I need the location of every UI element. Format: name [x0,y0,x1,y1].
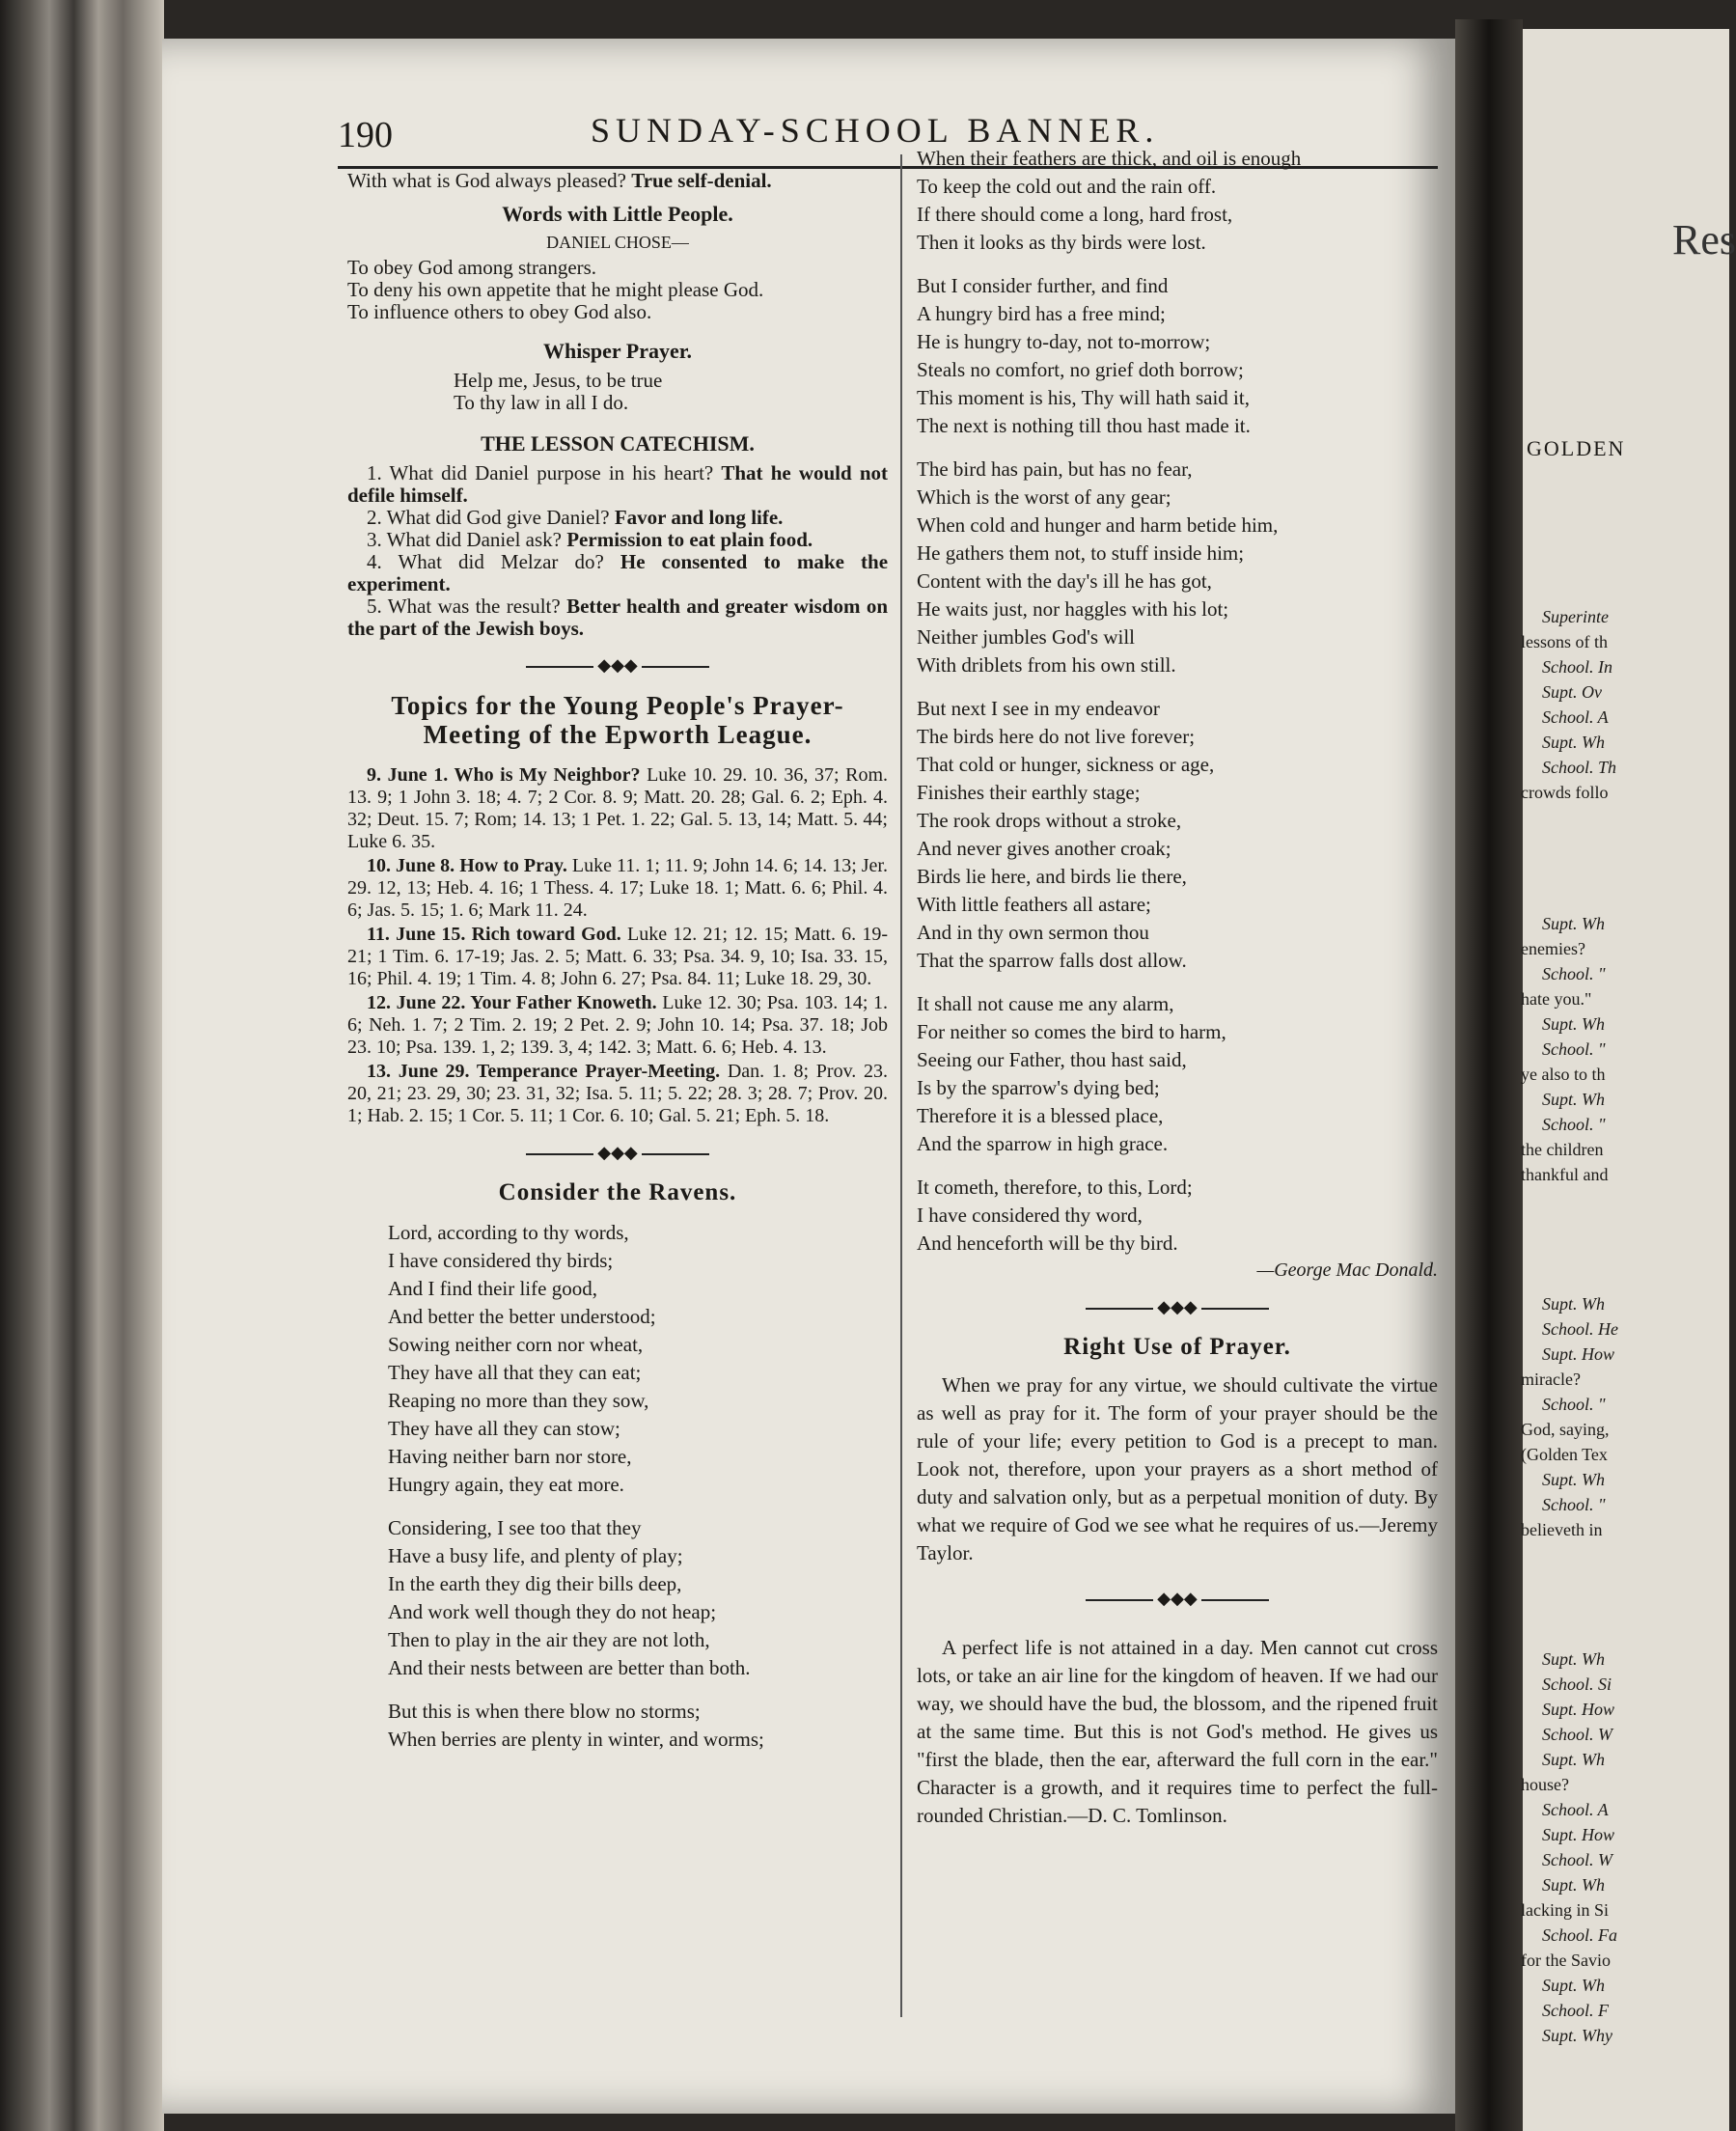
poem-line: With driblets from his own still. [917,653,1176,677]
next-page-line: Supt. Wh [1542,1090,1605,1109]
next-page-line: Supt. How [1542,1700,1615,1719]
next-page-line: School. He [1542,1319,1618,1339]
poem-line: And the sparrow in high grace. [917,1132,1169,1155]
poem-line: But this is when there blow no storms; [388,1700,701,1723]
poem-line: For neither so comes the bird to harm, [917,1020,1226,1043]
running-title: SUNDAY-SCHOOL BANNER. [591,111,1160,150]
next-page-line: Supt. Wh [1542,1470,1605,1489]
section-ornament: ◆◆◆ [347,1143,888,1163]
words-line: To obey God among strangers. [347,256,597,279]
topic-item: 12. June 22. Your Father Knoweth. Luke 12. 30; Psa. 103. 14; 1. 6; Neh. 1. 7; 2 Tim. 2. 19; 2 Pet. 2. 9; John 10. 14; Psa. 37. 18; Job 23. 10; Psa. 139. 1, 2; 139. 3, 4; 142. 3; Matt. 6. 6; Heb. 4. 13. [347,992,889,1058]
poem-line: But next I see in my endeavor [917,697,1160,720]
next-page-title: Res [1672,216,1736,263]
poem-line: When berries are plenty in winter, and worms; [388,1728,764,1751]
catechism-item: 4. What did Melzar do? He consented to make the experiment. [347,550,889,595]
poem-line: He waits just, nor haggles with his lot; [917,597,1229,621]
poem-line: And their nests between are better than both. [388,1656,751,1679]
poem-line: The rook drops without a stroke, [917,809,1182,832]
next-page-line: School. In [1542,657,1612,677]
ravens-poem [347,1219,888,1754]
section-ornament: ◆◆◆ [917,1589,1438,1609]
poem-line: When their feathers are thick, and oil is enough [917,147,1302,170]
prayer-text: When we pray for any virtue, we should cultivate the virtue as well as pray for it. The form of your prayer should be the rule of your life; every petition to God is a precept to man. Look not, therefore, upon your prayers as a short method of duty and salvation only, but as a perpetual monition of duty. By what we require of God we see what he requires of us.—Jeremy Taylor. [917,1373,1438,1564]
poem-line: Reaping no more than they sow, [388,1389,649,1412]
next-page-line: Supt. Wh [1542,1014,1605,1034]
next-page-line: hate you." [1521,989,1592,1009]
next-page-line: School. Th [1542,758,1617,777]
next-page-line: School. " [1542,1495,1606,1514]
topic-item: 13. June 29. Temperance Prayer-Meeting. Dan. 1. 8; Prov. 23. 20, 21; 23. 29, 30; 23. 31, 32; Isa. 5. 11; 5. 22; 28. 3; 28. 7; Prov. 20. 1; Hab. 2. 15; 1 Cor. 5. 11; 1 Cor. 6. 10; Gal. 5. 21; Eph. 5. 18. [347,1061,888,1126]
topics-title: Topics for the Young People's Prayer-Meeting of the Epworth League. [391,691,844,749]
poem-line: Have a busy life, and plenty of play; [388,1544,683,1567]
next-page-line: (Golden Tex [1521,1445,1608,1464]
poem-stanza [388,1698,888,1754]
poem-stanza [917,990,1438,1158]
next-page [1521,29,1736,2131]
next-page-line: thankful and [1521,1165,1609,1184]
poem-line: He is hungry to-day, not to-morrow; [917,330,1211,353]
catechism-list [347,462,888,640]
next-page-line: Supt. Wh [1542,914,1605,933]
next-page-line: Supt. Why [1542,2026,1612,2045]
catechism-item: 1. What did Daniel purpose in his heart? That he would not defile himself. [347,461,888,507]
poem-line: Considering, I see too that they [388,1516,642,1539]
next-page-line: School. A [1542,707,1609,727]
poem-line: But I consider further, and find [917,274,1169,297]
poem-line: I have considered thy word, [917,1204,1143,1227]
poem-line: In the earth they dig their bills deep, [388,1572,682,1595]
column-divider [900,154,902,2017]
poem-line: If there should come a long, hard frost, [917,203,1233,226]
next-page-line: the children [1521,1140,1604,1159]
poem-line: This moment is his, Thy will hath said it, [917,386,1250,409]
poem-line: They have all they can stow; [388,1417,620,1440]
poem-stanza [388,1514,888,1682]
next-page-line: School. A [1542,1800,1609,1819]
next-page-line: believeth in [1521,1520,1603,1539]
topic-item: 9. June 1. Who is My Neighbor? Luke 10. 29. 10. 36, 37; Rom. 13. 9; 1 John 3. 18; 4. 7; 2 Cor. 8. 9; Matt. 20. 28; Gal. 6. 2; Eph. 4. 32; Deut. 15. 7; Rom; 14. 13; 1 Pet. 1. 22; Gal. 5. 13, 14; Matt. 5. 44; Luke 6. 35. [347,764,889,852]
intro-q: With what is God always pleased? [347,169,626,192]
whisper-lines [347,370,888,414]
poem-line: I have considered thy birds; [388,1249,614,1272]
next-page-line: School. " [1542,1395,1606,1414]
topic-item: 10. June 8. How to Pray. Luke 11. 1; 11. 9; John 14. 6; 14. 13; Jer. 29. 12, 13; Heb. 4. 16; 1 Thess. 4. 17; Luke 18. 1; Matt. 6. 6; Phil. 4. 6; Jas. 5. 15; 1. 6; Mark 11. 24. [347,855,888,921]
topics-list [347,764,888,1127]
intro-question [347,170,888,192]
next-page-line: God, saying, [1521,1420,1610,1439]
poem-line: And I find their life good, [388,1277,597,1300]
words-subtitle: DANIEL CHOSE— [546,233,689,252]
ravens-title: Consider the Ravens. [498,1179,737,1205]
next-page-line: house? [1521,1775,1569,1794]
next-page-line: Superinte [1542,607,1609,626]
poem-author: —George Mac Donald. [1256,1259,1438,1281]
poem-line: When cold and hunger and harm betide him, [917,513,1279,537]
words-lines [347,257,888,323]
poem-stanza [917,456,1438,679]
poem-line: That cold or hunger, sickness or age, [917,753,1215,776]
next-page-line: Supt. Wh [1542,733,1605,752]
next-page-line: Supt. Wh [1542,1294,1605,1314]
poem-line: It cometh, therefore, to this, Lord; [917,1176,1193,1199]
next-page-line: Supt. How [1542,1344,1615,1364]
section-ornament: ◆◆◆ [347,655,888,676]
next-page-line: crowds follo [1521,783,1609,802]
next-page-line: School. Si [1542,1674,1612,1694]
poem-line: It shall not cause me any alarm, [917,992,1174,1015]
poem-line: Then to play in the air they are not loth, [388,1628,710,1651]
poem-line: With little feathers all astare; [917,893,1151,916]
perfect-life-text: A perfect life is not attained in a day. Men cannot cut cross lots, or take an air line for the kingdom of heaven. If we had our way, we should have the bud, the blossom, and the ripened fruit at the same time. But this is not God's method. He gives us "first the blade, then the ear, afterward the full corn in the ear." Character is a growth, and it requires time to perfect the full-rounded Christian.—D. C. Tomlinson. [917,1636,1438,1827]
poem-line: Therefore it is a blessed place, [917,1104,1164,1127]
next-page-line: ye also to th [1521,1065,1606,1084]
prayer-title: Right Use of Prayer. [1063,1334,1291,1360]
poem-line: Content with the day's ill he has got, [917,569,1212,593]
whisper-line: To thy law in all I do. [454,391,629,414]
poem-line: They have all that they can eat; [388,1361,642,1384]
poem-line: Hungry again, they eat more. [388,1473,624,1496]
catechism-item: 3. What did Daniel ask? Permission to eat plain food. [367,528,813,551]
poem-line: And in thy own sermon thou [917,921,1149,944]
next-page-line: miracle? [1521,1370,1581,1389]
poem-line: Finishes their earthly stage; [917,781,1141,804]
next-page-line: School. F [1542,2001,1609,2020]
poem-line: And henceforth will be thy bird. [917,1232,1178,1255]
words-title: Words with Little People. [502,202,733,226]
whisper-title: Whisper Prayer. [543,339,692,363]
poem-stanza [917,1174,1438,1258]
page-number: 190 [338,115,393,155]
next-page-line: Supt. Ov [1542,682,1602,702]
next-page-golden: GOLDEN [1527,436,1626,460]
poem-line: The bird has pain, but has no fear, [917,457,1193,481]
catechism-item: 2. What did God give Daniel? Favor and long life. [367,506,784,529]
next-page-line: enemies? [1521,939,1585,958]
next-page-line: School. " [1542,964,1606,983]
poem-line: To keep the cold out and the rain off. [917,175,1217,198]
next-page-line: School. Fa [1542,1925,1617,1945]
poem-stanza [388,1219,888,1499]
next-page-line: Supt. Wh [1542,1976,1605,1995]
next-page-line: School. W [1542,1850,1612,1869]
poem-line: And work well though they do not heap; [388,1600,717,1623]
poem-line: Seeing our Father, thou hast said, [917,1048,1187,1071]
poem-line: The next is nothing till thou hast made it. [917,414,1251,437]
poem-line: And never gives another croak; [917,837,1171,860]
poem-line: Is by the sparrow's dying bed; [917,1076,1160,1099]
whisper-line: Help me, Jesus, to be true [454,369,663,392]
book-gutter [1455,19,1523,2131]
next-page-line: for the Savio [1521,1951,1611,1970]
poem-line: Which is the worst of any gear; [917,485,1171,509]
catechism-item: 5. What was the result? Better health and greater wisdom on the part of the Jewish boys. [347,595,888,640]
poem-line: The birds here do not live forever; [917,725,1196,748]
words-line: To deny his own appetite that he might please God. [347,278,764,301]
words-line: To influence others to obey God also. [347,300,652,323]
poem-line: He gathers them not, to stuff inside him; [917,541,1245,565]
catechism-title: THE LESSON CATECHISM. [481,431,755,456]
poem-line: Having neither barn nor store, [388,1445,632,1468]
next-page-line: lacking in Si [1521,1900,1609,1920]
next-page-line: Supt. Wh [1542,1750,1605,1769]
poem-line: Steals no comfort, no grief doth borrow; [917,358,1244,381]
next-page-line: School. W [1542,1725,1612,1744]
book-spine [0,0,164,2131]
section-ornament: ◆◆◆ [917,1297,1438,1317]
poem-line: Then it looks as thy birds were lost. [917,231,1206,254]
next-page-line: Supt. How [1542,1825,1615,1844]
right-column [917,145,1438,1830]
poem-stanza [917,145,1438,257]
poem-line: A hungry bird has a free mind; [917,302,1166,325]
poem-line: Lord, according to thy words, [388,1221,629,1244]
intro-a: True self-denial. [631,169,772,192]
next-page-line: Supt. Wh [1542,1649,1605,1669]
poem-line: And better the better understood; [388,1305,656,1328]
topic-item: 11. June 15. Rich toward God. Luke 12. 21; 12. 15; Matt. 6. 19-21; 1 Tim. 6. 17-19; Jas. 2. 5; Matt. 6. 33; Psa. 34. 9, 10; Isa. 33. 15, 16; Phil. 4. 19; 1 Tim. 4. 8; John 6. 27; Psa. 84. 11; Luke 18. 29, 30. [347,924,889,989]
poem-stanza [917,695,1438,975]
poem-line: Birds lie here, and birds lie there, [917,865,1187,888]
next-page-line: School. " [1542,1039,1606,1059]
left-column [347,170,888,1769]
poem-line: That the sparrow falls dost allow. [917,949,1187,972]
poem-line: Neither jumbles God's will [917,625,1136,649]
next-page-line: School. " [1542,1115,1606,1134]
poem-line: Sowing neither corn nor wheat, [388,1333,644,1356]
next-page-line: Supt. Wh [1542,1875,1605,1895]
next-page-line: lessons of th [1521,632,1608,651]
poem-stanza [917,272,1438,440]
